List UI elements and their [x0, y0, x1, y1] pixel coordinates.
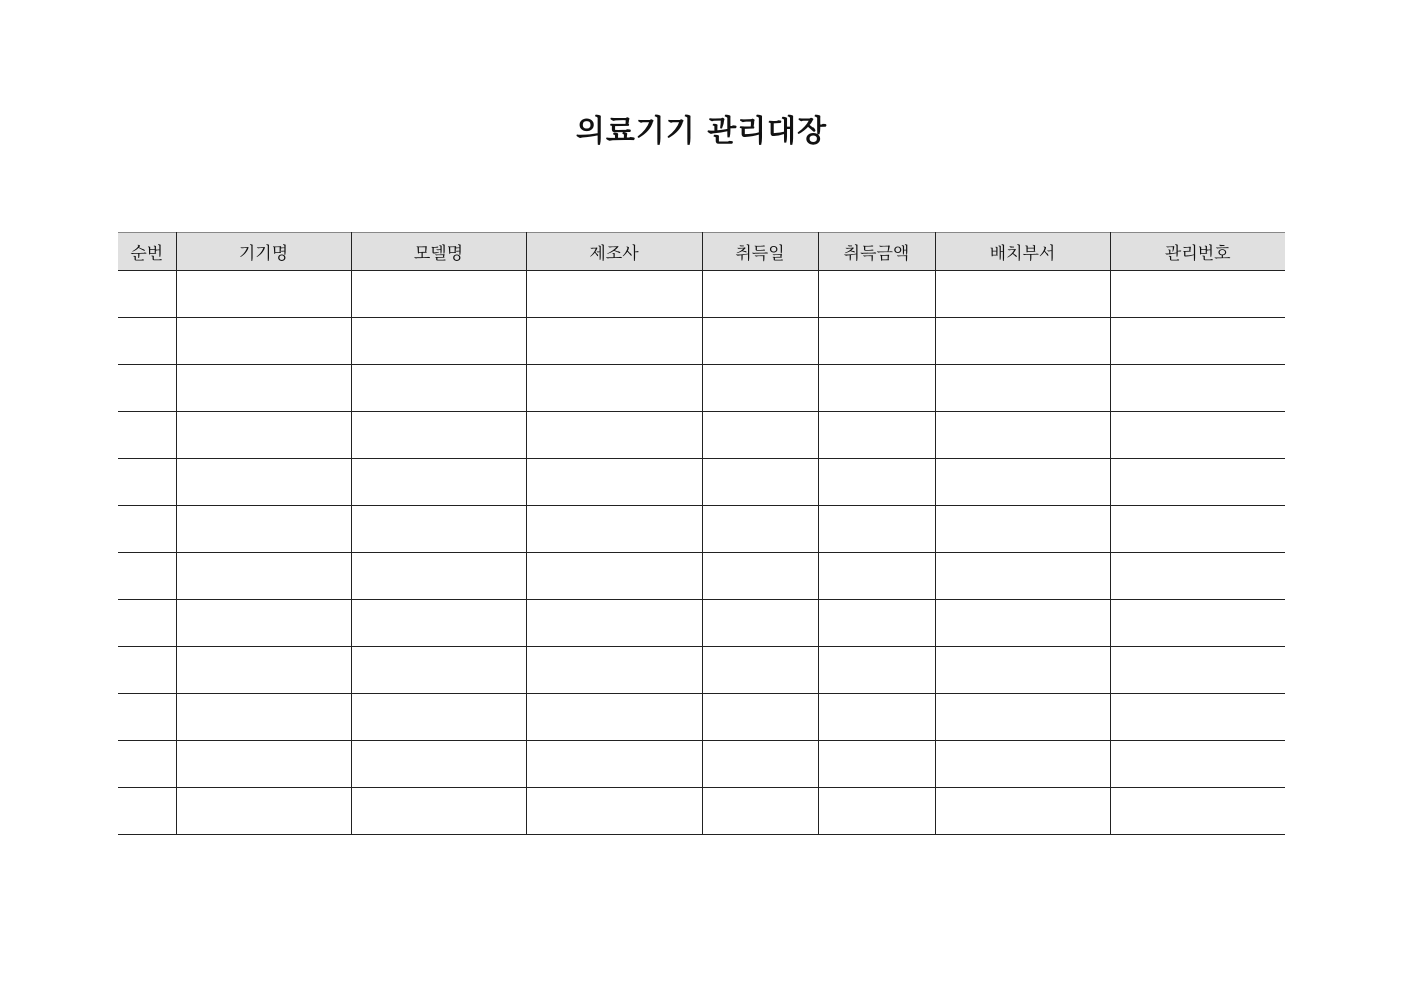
- table-row: [118, 271, 1285, 318]
- cell-management-number[interactable]: [1110, 741, 1285, 788]
- cell-acquisition-cost[interactable]: [818, 271, 935, 318]
- table-row: [118, 365, 1285, 412]
- cell-department[interactable]: [935, 459, 1110, 506]
- cell-manufacturer[interactable]: [526, 600, 702, 647]
- cell-department[interactable]: [935, 600, 1110, 647]
- cell-manufacturer[interactable]: [526, 365, 702, 412]
- cell-management-number[interactable]: [1110, 600, 1285, 647]
- cell-device-name[interactable]: [176, 271, 351, 318]
- cell-department[interactable]: [935, 788, 1110, 835]
- cell-manufacturer[interactable]: [526, 788, 702, 835]
- cell-management-number[interactable]: [1110, 694, 1285, 741]
- cell-acquisition-cost[interactable]: [818, 741, 935, 788]
- cell-management-number[interactable]: [1110, 553, 1285, 600]
- cell-department[interactable]: [935, 694, 1110, 741]
- cell-acquisition-cost[interactable]: [818, 694, 935, 741]
- cell-model-name[interactable]: [351, 600, 526, 647]
- cell-manufacturer[interactable]: [526, 741, 702, 788]
- cell-seq[interactable]: [118, 741, 176, 788]
- cell-acquisition-date[interactable]: [702, 412, 818, 459]
- cell-acquisition-cost[interactable]: [818, 459, 935, 506]
- cell-acquisition-cost[interactable]: [818, 788, 935, 835]
- cell-department[interactable]: [935, 412, 1110, 459]
- cell-department[interactable]: [935, 271, 1110, 318]
- ledger-body: [118, 271, 1285, 835]
- cell-device-name[interactable]: [176, 365, 351, 412]
- cell-seq[interactable]: [118, 318, 176, 365]
- column-header-manufacturer: 제조사: [526, 233, 702, 271]
- cell-device-name[interactable]: [176, 741, 351, 788]
- cell-seq[interactable]: [118, 553, 176, 600]
- cell-manufacturer[interactable]: [526, 459, 702, 506]
- cell-acquisition-cost[interactable]: [818, 318, 935, 365]
- cell-acquisition-date[interactable]: [702, 694, 818, 741]
- cell-management-number[interactable]: [1110, 647, 1285, 694]
- table-row: [118, 412, 1285, 459]
- cell-manufacturer[interactable]: [526, 506, 702, 553]
- column-header-seq: 순번: [118, 233, 176, 271]
- cell-management-number[interactable]: [1110, 459, 1285, 506]
- cell-acquisition-date[interactable]: [702, 271, 818, 318]
- table-row: [118, 318, 1285, 365]
- cell-management-number[interactable]: [1110, 271, 1285, 318]
- cell-acquisition-date[interactable]: [702, 600, 818, 647]
- cell-acquisition-date[interactable]: [702, 459, 818, 506]
- cell-model-name[interactable]: [351, 788, 526, 835]
- cell-seq[interactable]: [118, 600, 176, 647]
- cell-acquisition-date[interactable]: [702, 553, 818, 600]
- cell-management-number[interactable]: [1110, 788, 1285, 835]
- cell-department[interactable]: [935, 318, 1110, 365]
- cell-acquisition-cost[interactable]: [818, 553, 935, 600]
- column-header-management-number: 관리번호: [1110, 233, 1285, 271]
- cell-acquisition-date[interactable]: [702, 506, 818, 553]
- table-row: [118, 459, 1285, 506]
- column-header-department: 배치부서: [935, 233, 1110, 271]
- cell-acquisition-date[interactable]: [702, 741, 818, 788]
- cell-manufacturer[interactable]: [526, 318, 702, 365]
- cell-device-name[interactable]: [176, 553, 351, 600]
- cell-model-name[interactable]: [351, 694, 526, 741]
- table-row: [118, 506, 1285, 553]
- cell-department[interactable]: [935, 741, 1110, 788]
- cell-manufacturer[interactable]: [526, 271, 702, 318]
- cell-model-name[interactable]: [351, 741, 526, 788]
- device-ledger-table: [118, 232, 1285, 835]
- cell-seq[interactable]: [118, 647, 176, 694]
- cell-department[interactable]: [935, 647, 1110, 694]
- cell-seq[interactable]: [118, 459, 176, 506]
- cell-device-name[interactable]: [176, 600, 351, 647]
- cell-acquisition-date[interactable]: [702, 647, 818, 694]
- header-row: [118, 233, 1285, 271]
- cell-seq[interactable]: [118, 412, 176, 459]
- cell-management-number[interactable]: [1110, 506, 1285, 553]
- column-header-acquisition-cost: 취득금액: [818, 233, 935, 271]
- cell-model-name[interactable]: [351, 506, 526, 553]
- cell-acquisition-cost[interactable]: [818, 365, 935, 412]
- cell-device-name[interactable]: [176, 412, 351, 459]
- cell-management-number[interactable]: [1110, 365, 1285, 412]
- cell-department[interactable]: [935, 506, 1110, 553]
- page-title: 의료기기 관리대장: [575, 114, 828, 149]
- table-row: [118, 788, 1285, 835]
- cell-seq[interactable]: [118, 788, 176, 835]
- cell-model-name[interactable]: [351, 647, 526, 694]
- cell-model-name[interactable]: [351, 459, 526, 506]
- cell-acquisition-date[interactable]: [702, 318, 818, 365]
- table-row: [118, 600, 1285, 647]
- cell-device-name[interactable]: [176, 459, 351, 506]
- cell-acquisition-cost[interactable]: [818, 647, 935, 694]
- cell-manufacturer[interactable]: [526, 647, 702, 694]
- cell-seq[interactable]: [118, 694, 176, 741]
- cell-acquisition-cost[interactable]: [818, 600, 935, 647]
- column-header-device-name: 기기명: [176, 233, 351, 271]
- cell-device-name[interactable]: [176, 506, 351, 553]
- cell-manufacturer[interactable]: [526, 553, 702, 600]
- column-header-acquisition-date: 취득일: [702, 233, 818, 271]
- cell-acquisition-date[interactable]: [702, 788, 818, 835]
- column-header-model-name: 모델명: [351, 233, 526, 271]
- cell-device-name[interactable]: [176, 694, 351, 741]
- cell-model-name[interactable]: [351, 412, 526, 459]
- cell-model-name[interactable]: [351, 365, 526, 412]
- cell-device-name[interactable]: [176, 318, 351, 365]
- table-row: [118, 741, 1285, 788]
- cell-device-name[interactable]: [176, 788, 351, 835]
- cell-department[interactable]: [935, 553, 1110, 600]
- cell-acquisition-cost[interactable]: [818, 412, 935, 459]
- table-row: [118, 694, 1285, 741]
- table-row: [118, 647, 1285, 694]
- cell-department[interactable]: [935, 365, 1110, 412]
- table-row: [118, 553, 1285, 600]
- cell-model-name[interactable]: [351, 318, 526, 365]
- cell-model-name[interactable]: [351, 553, 526, 600]
- cell-management-number[interactable]: [1110, 318, 1285, 365]
- cell-model-name[interactable]: [351, 271, 526, 318]
- cell-device-name[interactable]: [176, 647, 351, 694]
- cell-acquisition-cost[interactable]: [818, 506, 935, 553]
- cell-seq[interactable]: [118, 365, 176, 412]
- cell-seq[interactable]: [118, 506, 176, 553]
- cell-acquisition-date[interactable]: [702, 365, 818, 412]
- cell-manufacturer[interactable]: [526, 694, 702, 741]
- cell-seq[interactable]: [118, 271, 176, 318]
- cell-management-number[interactable]: [1110, 412, 1285, 459]
- cell-manufacturer[interactable]: [526, 412, 702, 459]
